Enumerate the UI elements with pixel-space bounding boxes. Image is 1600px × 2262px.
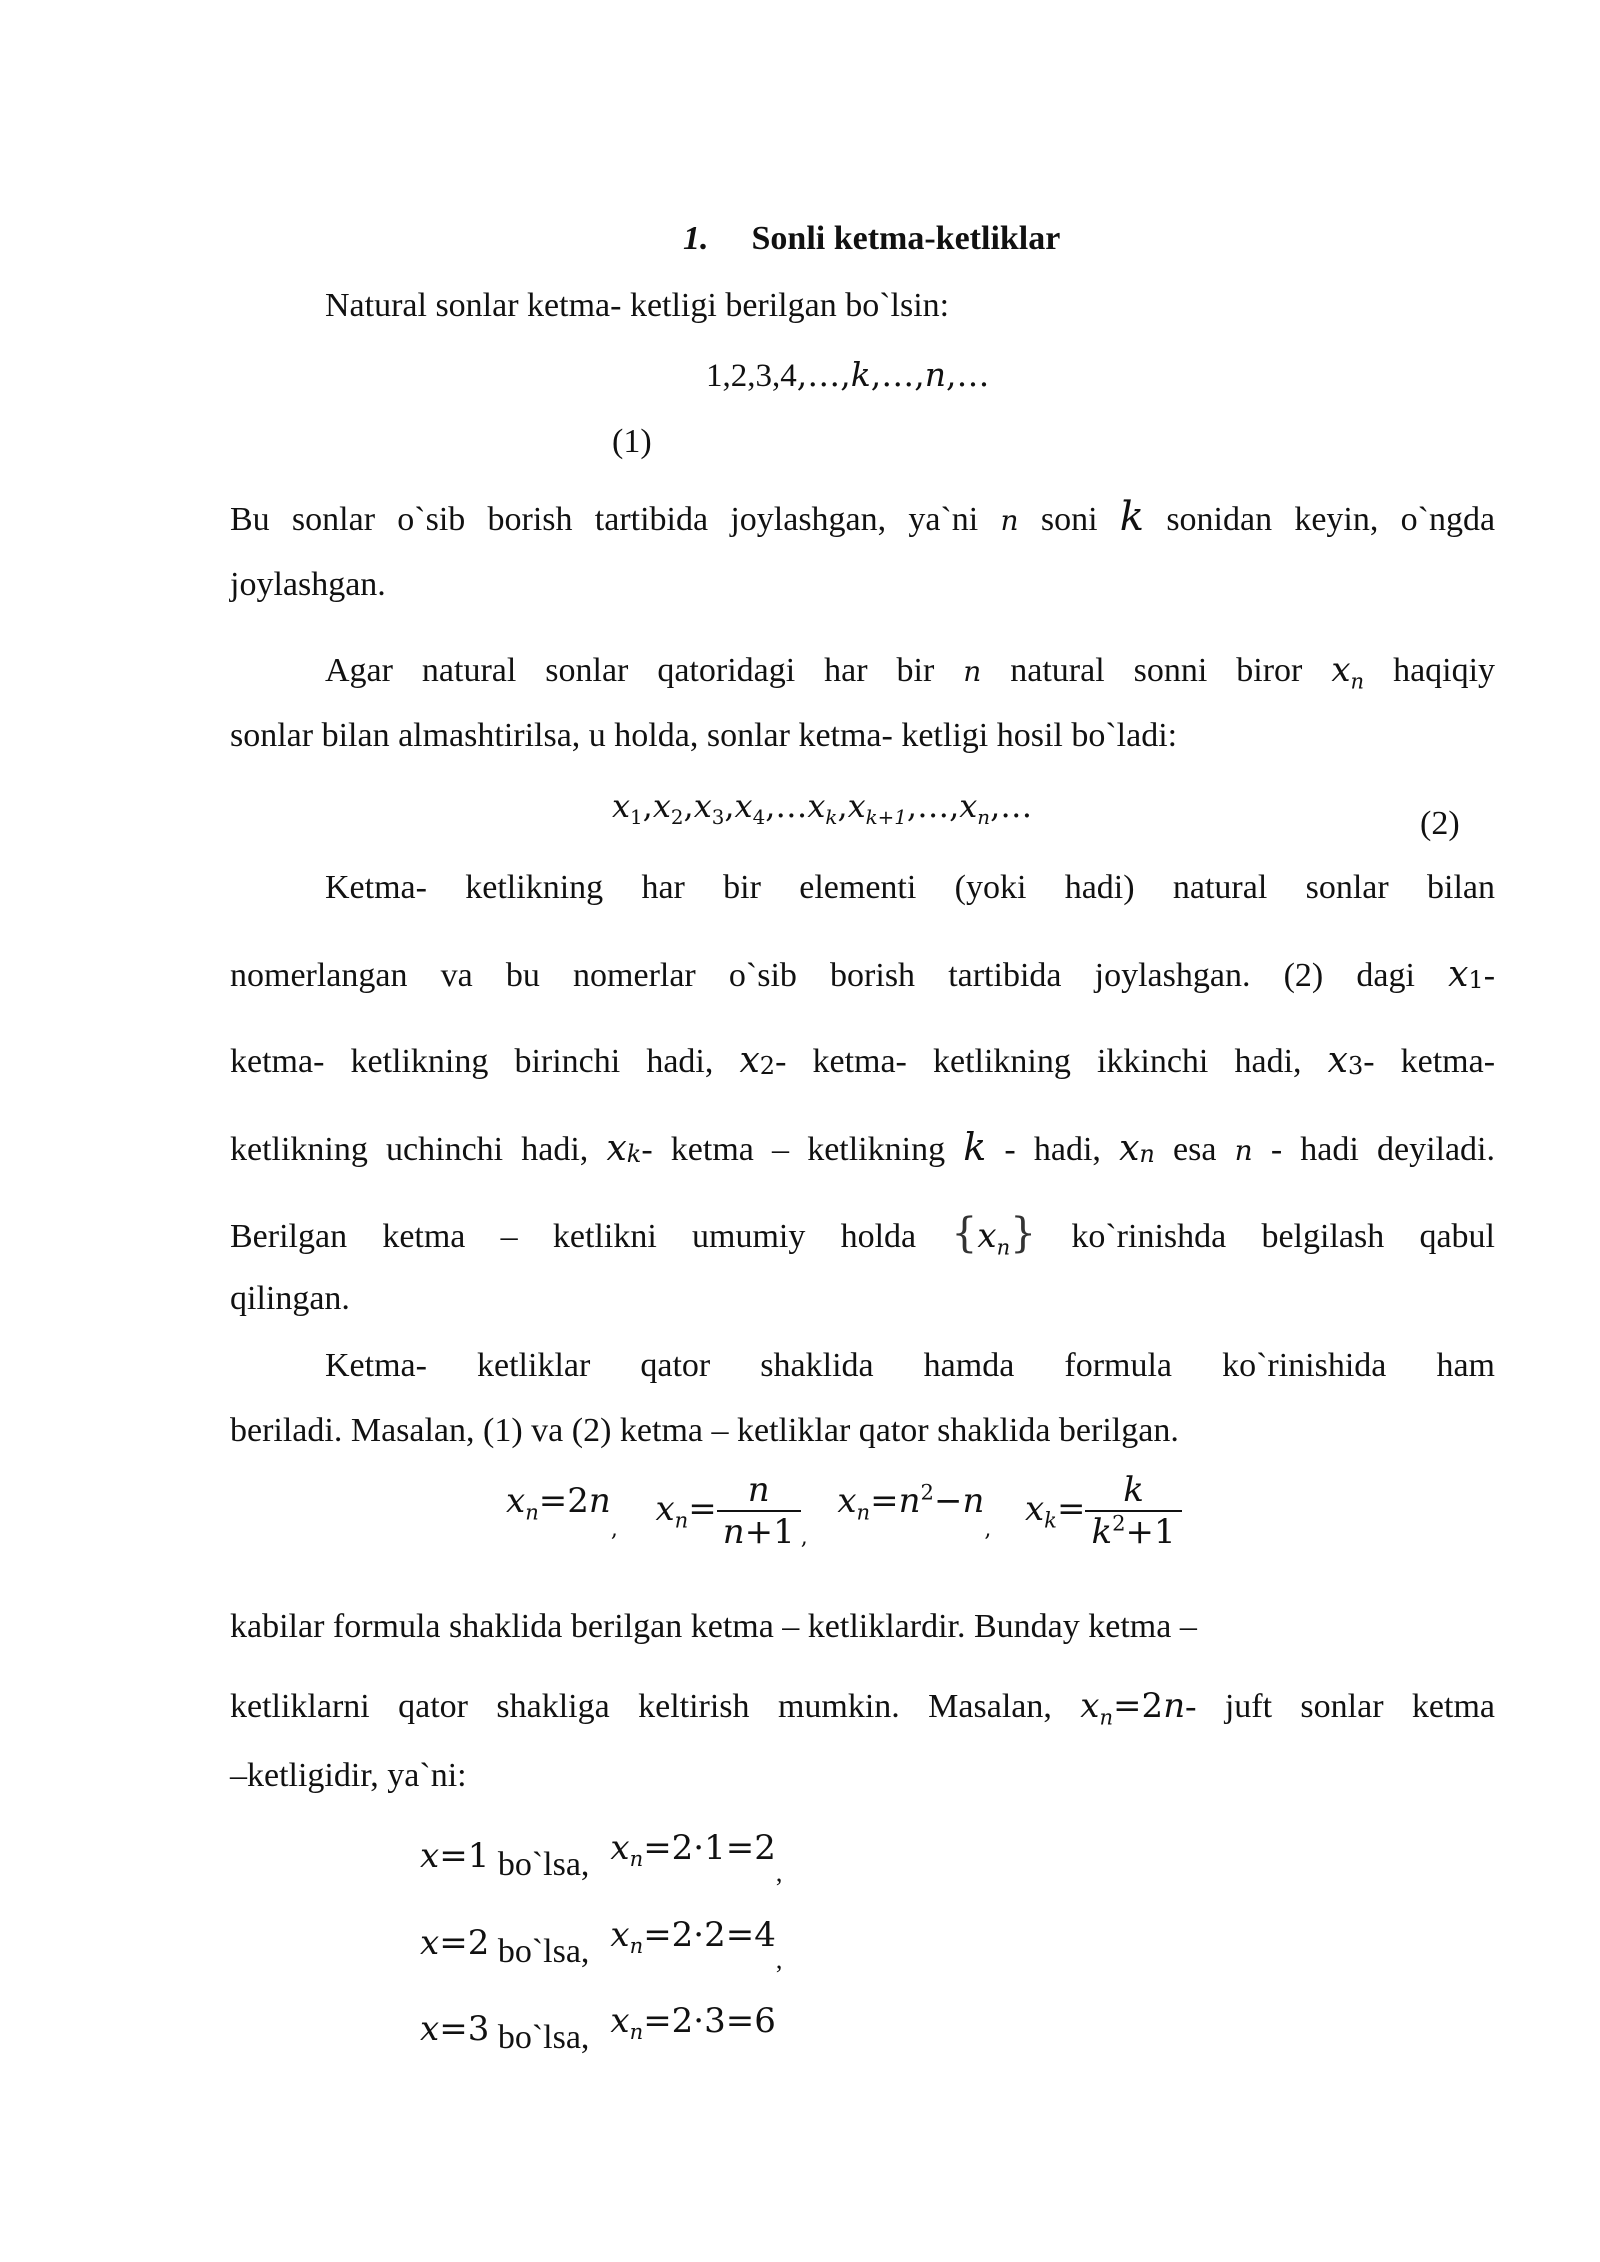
paragraph-terms-line1: Ketma- ketlikning har bir elementi (yoki hadi) natural sonlar bilan	[325, 869, 1495, 906]
set-notation: $\{x_n\}$	[951, 1209, 1037, 1260]
equation-label-2: (2)	[1420, 805, 1460, 842]
formula-3: $x_n=n^2-n_,$	[837, 1478, 992, 1542]
section-heading	[683, 219, 1060, 259]
paragraph-convert-line2: ketliklarni qator shakliga keltirish mumkin. Masalan, $x_n=2n-$ juft sonlar ketma	[230, 1686, 1496, 1730]
formula-1: $x_n=2n_,$	[506, 1480, 618, 1542]
equation-label-1: (1)	[612, 423, 652, 460]
formula-row	[506, 1470, 1182, 1580]
formula-4: $x_k=$ $\frac{k}{k^2+1}$	[1025, 1470, 1182, 1552]
paragraph-replace-line2: sonlar bilan almashtirilsa, u holda, sonlar ketma- ketligi hosil bo`ladi:	[230, 717, 1178, 754]
paragraph-intro: Natural sonlar ketma- ketligi berilgan bo`lsin:	[325, 287, 950, 324]
paragraph-order-line1: Bu sonlar o`sib borish tartibida joylashgan, ya`ni n soni k sonidan keyin, o`ngda	[230, 494, 1496, 540]
paragraph-terms-line4: ketlikning uchinchi hadi, xk- ketma – ketlikning k - hadi, xn esa n - hadi deyiladi.	[230, 1125, 1496, 1169]
sequence-natural: 1,2,3,4,…,k,…,n,…	[706, 355, 990, 394]
paragraph-terms-line5: Berilgan ketma – ketlikni umumiy holda $\{x_n\}$ ko`rinishda belgilash qabul	[230, 1209, 1496, 1260]
heading-number: 1.	[683, 220, 709, 257]
paragraph-forms-line2: beriladi. Masalan, (1) va (2) ketma – ketliklar qator shaklida berilgan.	[230, 1412, 1179, 1449]
paragraph-replace-line1: Agar natural sonlar qatoridagi har bir n natural sonni biror $x_n$ haqiqiy	[325, 650, 1496, 694]
paragraph-forms-line1: Ketma- ketliklar qator shaklida hamda formula ko`rinishida ham	[325, 1347, 1495, 1384]
example-row-3: x=3 bo`lsa, $x_n=2\cdot 3=6$	[420, 2001, 776, 2056]
example-row-1: x=1 bo`lsa, $x_n=2\cdot 1=2_,$	[420, 1828, 783, 1887]
seq1-digits: 1,2,3,4	[706, 358, 797, 394]
heading-title: Sonli ketma-ketliklar	[751, 220, 1061, 257]
paragraph-terms-line6: qilingan.	[230, 1280, 350, 1317]
paragraph-convert-line1: kabilar formula shaklida berilgan ketma – ketliklardir. Bunday ketma –	[230, 1608, 1197, 1645]
sequence-general: $x_1,x_2,x_3,x_4,\dots x_k,x_{k+1},\dots,x_n,\dots$	[612, 787, 1033, 829]
paragraph-order-line2: joylashgan.	[230, 566, 386, 603]
formula-2: $x_n=$ $\frac{n}{n+1}$ $_,$	[655, 1470, 808, 1552]
paragraph-terms-line2: nomerlangan va bu nomerlar o`sib borish tartibida joylashgan. (2) dagi x1-	[230, 954, 1496, 995]
example-row-2: x=2 bo`lsa, $x_n=2\cdot 2=4_,$	[420, 1915, 783, 1974]
paragraph-convert-line3: –ketligidir, ya`ni:	[230, 1757, 467, 1794]
paragraph-terms-line3: ketma- ketlikning birinchi hadi, x2- ketma- ketlikning ikkinchi hadi, x3- ketma-	[230, 1040, 1496, 1081]
